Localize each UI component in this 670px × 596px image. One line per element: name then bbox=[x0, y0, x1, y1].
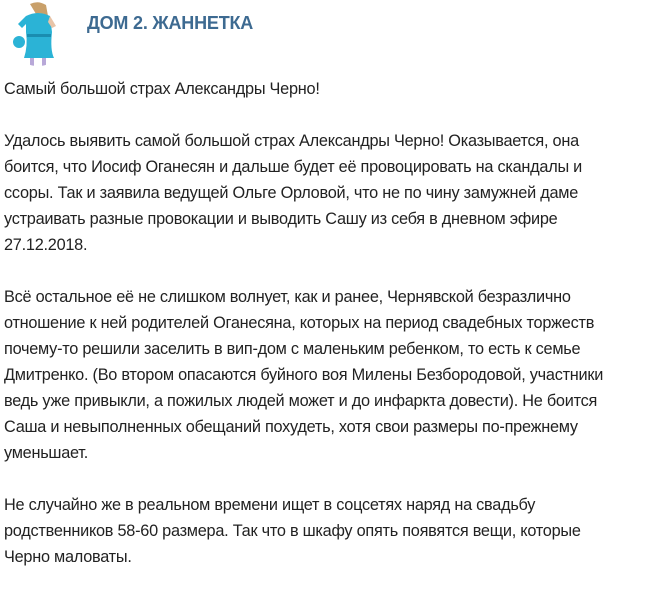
paragraph-line: Удалось выявить самой большой страх Александры Черно! Оказывается, она bbox=[4, 132, 579, 150]
paragraph-line: 27.12.2018. bbox=[4, 236, 88, 254]
article-paragraph bbox=[4, 492, 668, 570]
paragraph-line: Саша и невыполненных обещаний похудеть, хотя свои размеры по-прежнему bbox=[4, 418, 578, 436]
page-header bbox=[0, 0, 670, 72]
headline-text: Самый большой страх Александры Черно! bbox=[4, 80, 320, 98]
paragraph-line: устраивать разные провокации и выводить Сашу из себя в дневном эфире bbox=[4, 210, 558, 228]
paragraph-line: родственников 58-60 размера. Так что в шкафу опять появятся вещи, которые bbox=[4, 522, 581, 540]
article-paragraph bbox=[4, 284, 668, 466]
avatar[interactable] bbox=[8, 2, 68, 66]
article bbox=[4, 76, 668, 596]
paragraph-line: Черно маловаты. bbox=[4, 548, 132, 566]
article-paragraph bbox=[4, 128, 668, 258]
paragraph-line: Всё остальное её не слишком волнует, как и ранее, Чернявской безразлично bbox=[4, 288, 571, 306]
woman-in-blue-dress-avatar-icon bbox=[8, 2, 68, 66]
paragraph-line: Не случайно же в реальном времени ищет в соцсетях наряд на свадьбу bbox=[4, 496, 536, 514]
paragraph-line: боится, что Иосиф Оганесян и дальше будет её провоцировать на скандалы и bbox=[4, 158, 583, 176]
article-headline bbox=[4, 76, 668, 102]
paragraph-line: ссоры. Так и заявила ведущей Ольге Орловой, что не по чину замужней даме bbox=[4, 184, 578, 202]
paragraph-line: Дмитренко. (Во втором опасаются буйного воя Милены Безбородовой, участники bbox=[4, 366, 604, 384]
paragraph-line: ведь уже привыкли, а пожилых людей может и до инфаркта довести). Не боится bbox=[4, 392, 598, 410]
paragraph-line: уменьшает. bbox=[4, 444, 88, 462]
paragraph-line: отношение к ней родителей Оганесяна, которых на период свадебных торжеств bbox=[4, 314, 595, 332]
paragraph-line: почему-то решили заселить в вип-дом с маленьким ребенком, то есть к семье bbox=[4, 340, 581, 358]
group-title[interactable]: ДОМ 2. ЖАННЕТКА bbox=[87, 13, 254, 33]
